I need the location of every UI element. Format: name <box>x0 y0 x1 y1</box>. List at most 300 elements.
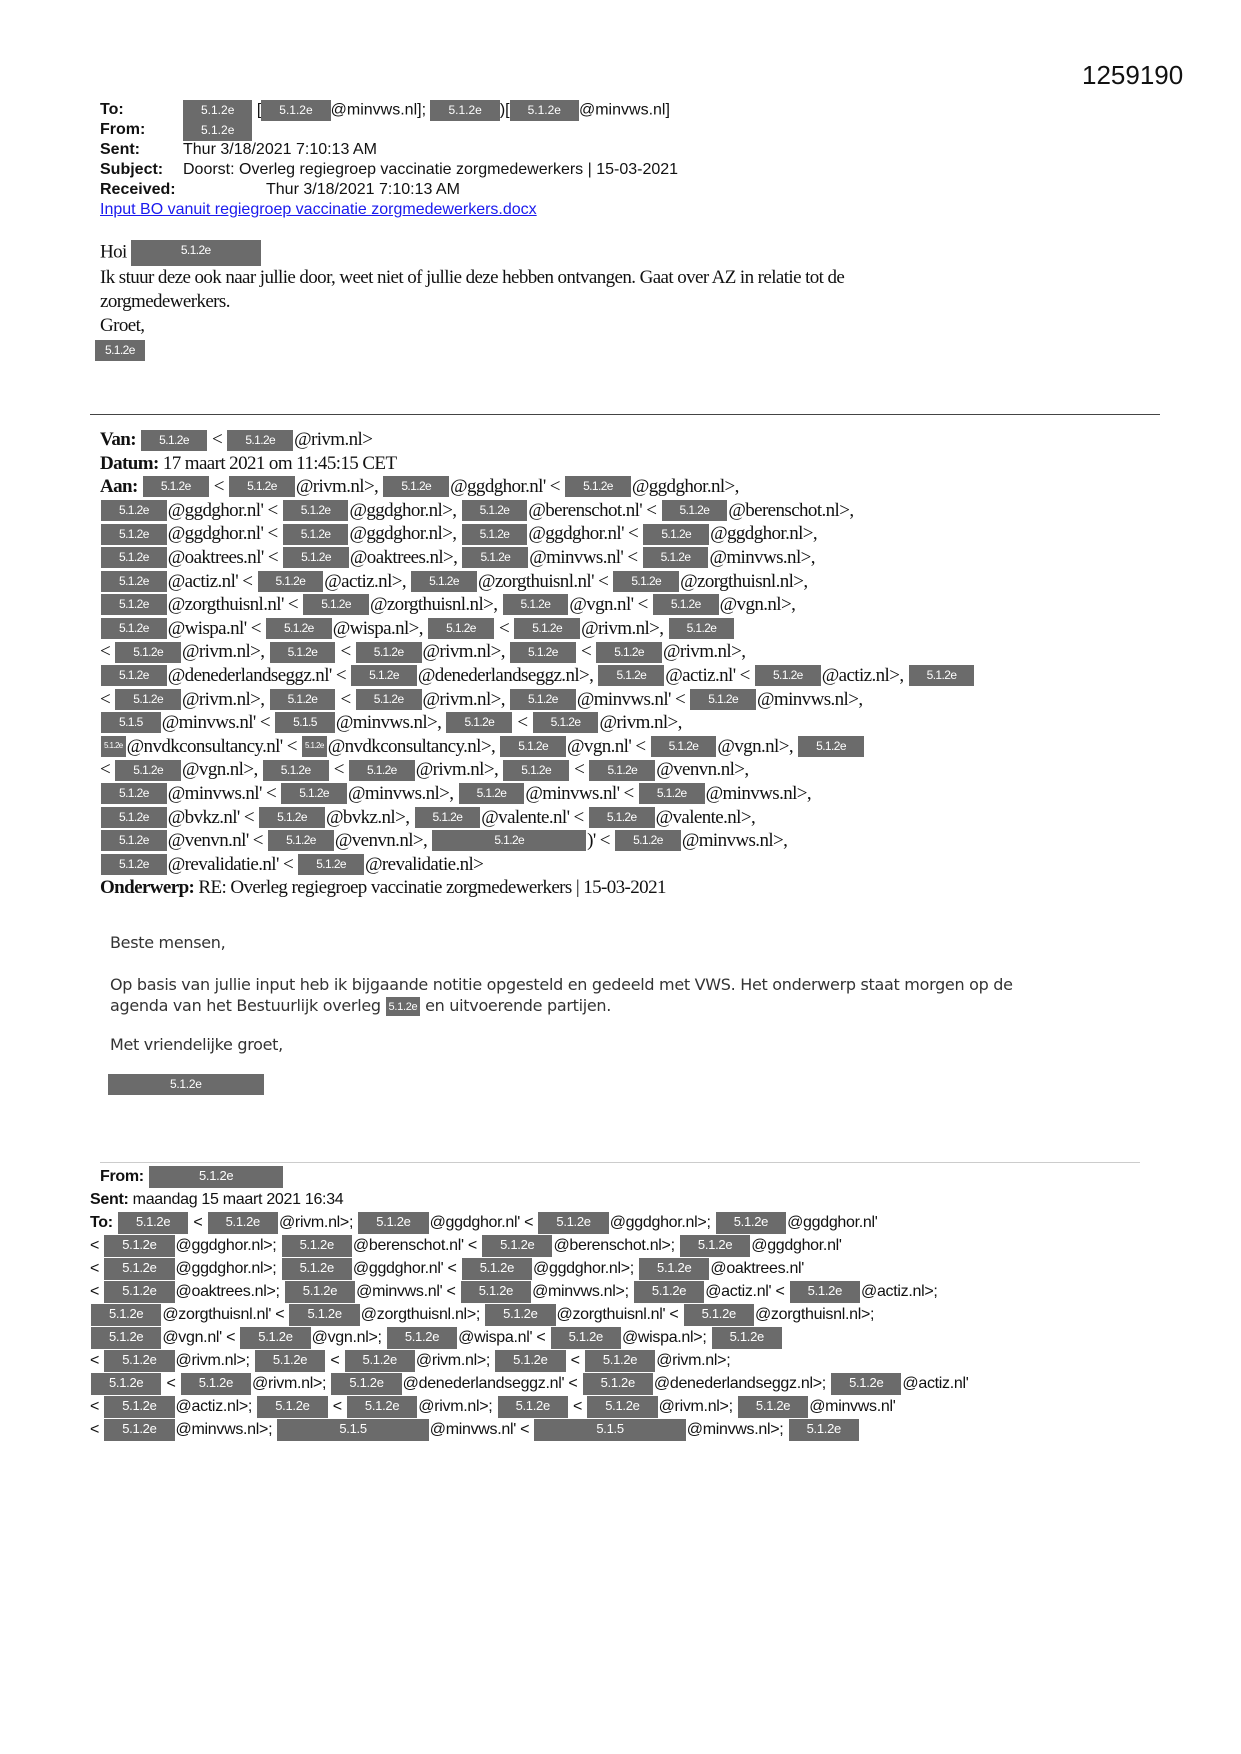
redaction: 5.1.2e <box>498 1396 568 1418</box>
address-text: < <box>100 641 115 663</box>
redaction: 5.1.2e <box>415 807 481 828</box>
received-label: Received: <box>100 181 176 198</box>
redaction: 5.1.2e <box>141 430 207 451</box>
redaction: 5.1.2e <box>183 120 252 141</box>
sent-value: maandag 15 maart 2021 16:34 <box>132 1191 344 1208</box>
redaction: 5.1.2e <box>755 665 821 686</box>
address-text: @berenschot.nl' < <box>528 499 661 521</box>
closing: Groet, <box>100 315 145 336</box>
divider <box>100 1162 1140 1163</box>
recipient-line <box>100 782 975 806</box>
redaction: 5.1.2e <box>101 665 167 686</box>
address-text: @vgn.nl' < <box>569 594 652 616</box>
redaction: 5.1.2e <box>690 689 756 710</box>
address-text: @venvn.nl' < <box>167 830 268 852</box>
recipient-line <box>90 1211 969 1234</box>
address-text: @rivm.nl>; <box>278 1214 358 1231</box>
address-text: @minvws.nl>, <box>347 782 458 804</box>
redaction: 5.1.2e <box>462 500 528 521</box>
redaction: 5.1.2e <box>514 618 580 639</box>
document-number: 1259190 <box>1082 60 1184 90</box>
onderwerp-value: RE: Overleg regiegroep vaccinatie zorgmedewerkers | 15-03-2021 <box>198 877 666 899</box>
recipient-line <box>100 758 975 782</box>
address-text: < <box>513 712 532 734</box>
from-label: From: <box>100 121 146 138</box>
recipient-line <box>100 806 975 830</box>
redaction: 5.1.2e <box>285 1281 355 1303</box>
redaction: 5.1.2e <box>589 807 655 828</box>
address-text: @actiz.nl' < <box>705 1283 789 1300</box>
redaction: 5.1.2e <box>270 689 336 710</box>
recipient-line <box>100 593 975 617</box>
redaction: 5.1.2e <box>386 997 421 1016</box>
sent-row <box>100 140 678 160</box>
address-text: @rivm.nl>, <box>415 759 503 781</box>
recipient-line <box>100 711 975 735</box>
redaction: 5.1.2e <box>104 1396 174 1418</box>
address-text: @vgn.nl>, <box>182 759 262 781</box>
redaction: 5.1.2e <box>91 1304 161 1326</box>
redaction: 5.1.2e <box>266 618 332 639</box>
redaction: 5.1.2e <box>101 854 167 875</box>
note-text: zorgmedewerkers. <box>100 291 230 312</box>
address-text: @denederlandseggz.nl' < <box>167 664 351 686</box>
redaction: 5.1.2e <box>101 830 167 851</box>
address-text: @ggdghor.nl' <box>751 1237 842 1254</box>
redaction: 5.1.2e <box>104 1235 174 1257</box>
to-label: To: <box>100 101 124 118</box>
address-text: [ <box>252 101 262 119</box>
address-text: < <box>329 759 348 781</box>
address-text: @rivm.nl>, <box>599 712 682 734</box>
redaction: 5.1.2e <box>131 240 261 266</box>
sent-label: Sent: <box>90 1191 129 1208</box>
to-recipients <box>90 1211 969 1441</box>
address-text: @zorgthuisnl.nl>, <box>680 570 808 592</box>
address-text: @zorgthuisnl.nl' < <box>477 570 613 592</box>
redaction: 5.1.2e <box>104 1281 174 1303</box>
address-text: @oaktrees.nl' <box>710 1260 805 1277</box>
address-text: @minvws.nl' < <box>525 782 638 804</box>
address-text: @rivm.nl>; <box>656 1352 731 1369</box>
redaction: 5.1.2e <box>461 1281 531 1303</box>
address-text: @wispa.nl>, <box>332 617 428 639</box>
redaction: 5.1.2e <box>181 1373 251 1395</box>
redaction: 5.1.2e <box>485 1304 555 1326</box>
address-text: @berenschot.nl>, <box>728 499 854 521</box>
redaction: 5.1.2e <box>268 830 334 851</box>
redaction: 5.1.2e <box>462 547 528 568</box>
redaction: 5.1.2e <box>598 665 664 686</box>
redaction: 5.1.2e <box>495 1350 565 1372</box>
address-text: < <box>328 1398 346 1415</box>
address-text: @rivm.nl>; <box>418 1398 497 1415</box>
redaction: 5.1.2e <box>115 642 181 663</box>
redaction: 5.1.2e <box>462 524 528 545</box>
address-text: @minvws.nl] <box>578 101 670 119</box>
attachment-link[interactable]: Input BO vanuit regiegroep vaccinatie zorgmedewerkers.docx <box>100 201 537 218</box>
address-text: @ggdghor.nl>, <box>710 523 818 545</box>
redaction: 5.1.2e <box>669 618 735 639</box>
redaction: 5.1.2e <box>643 524 709 545</box>
note-text: Ik stuur deze ook naar jullie door, weet niet of jullie deze hebben ontvangen. Gaat over AZ in relatie tot de <box>100 267 845 288</box>
redaction: 5.1.2e <box>101 500 167 521</box>
van-label: Van: <box>100 429 136 450</box>
redaction: 5.1.2e <box>303 594 369 615</box>
address-text: @ggdghor.nl>; <box>609 1214 715 1231</box>
address-text: @ggdghor.nl' < <box>352 1260 461 1277</box>
address-text: @ggdghor.nl' < <box>450 476 565 498</box>
address-text: @vgn.nl' < <box>567 735 650 757</box>
address-text: @rivm.nl>, <box>182 688 269 710</box>
address-text: )' < <box>587 830 615 852</box>
onderwerp-label: Onderwerp: <box>100 877 195 899</box>
recipient-line <box>100 664 975 688</box>
address-text: @minvws.nl' < <box>529 546 642 568</box>
address-text: @actiz.nl>; <box>175 1398 257 1415</box>
closing: Met vriendelijke groet, <box>110 1035 283 1054</box>
address-text: @vgn.nl>, <box>719 594 796 616</box>
address-text: @denederlandseggz.nl' < <box>402 1375 582 1392</box>
redaction: 5.1.2e <box>356 642 422 663</box>
address-text: @rivm.nl>, <box>663 641 746 663</box>
address-text: < <box>209 476 229 498</box>
redaction: 5.1.2e <box>356 689 422 710</box>
address-text: @berenschot.nl' < <box>352 1237 482 1254</box>
address-text: @minvws.nl>, <box>681 830 788 852</box>
subject-value: Doorst: Overleg regiegroep vaccinatie zorgmedewerkers | 15-03-2021 <box>183 161 679 178</box>
redaction: 5.1.5 <box>277 1419 428 1441</box>
redaction: 5.1.2e <box>596 642 662 663</box>
redaction: 5.1.2e <box>347 1396 417 1418</box>
redaction: 5.1.2e <box>101 594 167 615</box>
address-text: @actiz.nl' <box>902 1375 969 1392</box>
address-text: @rivm.nl> <box>294 429 373 450</box>
address-text: @minvws.nl' < <box>167 782 281 804</box>
address-text: @rivm.nl>; <box>252 1375 331 1392</box>
redaction: 5.1.2e <box>281 783 347 804</box>
recipient-line <box>90 1326 969 1349</box>
original-header <box>90 1165 969 1441</box>
redaction: 5.1.2e <box>651 736 717 757</box>
address-text: @revalidatie.nl' < <box>167 853 298 875</box>
address-text: @nvdkconsultancy.nl' < <box>126 735 302 757</box>
redaction: 5.1.2e <box>738 1396 808 1418</box>
redaction: 5.1.2e <box>615 830 681 851</box>
address-text: < <box>90 1237 104 1254</box>
redaction: 5.1.2e <box>500 736 566 757</box>
redaction: 5.1.2e <box>331 1373 401 1395</box>
address-text: @ggdghor.nl' <box>787 1214 878 1231</box>
from-label: From: <box>100 1168 144 1185</box>
address-text: < <box>90 1283 104 1300</box>
subject-label: Subject: <box>100 161 164 178</box>
address-text: < <box>90 1260 104 1277</box>
address-text: < <box>336 641 355 663</box>
address-text: @berenschot.nl>; <box>553 1237 679 1254</box>
address-text: @minvws.nl>; <box>686 1421 788 1438</box>
redaction: 5.1.2e <box>101 807 167 828</box>
redaction: 5.1.2e <box>229 476 295 497</box>
address-text: < <box>162 1375 180 1392</box>
address-text: @actiz.nl>; <box>861 1283 938 1300</box>
received-row <box>100 180 678 200</box>
address-text: @vgn.nl>; <box>311 1329 386 1346</box>
redaction: 5.1.2e <box>712 1327 782 1349</box>
to-row <box>100 100 678 120</box>
forward-note <box>100 240 844 362</box>
recipient-line <box>90 1257 969 1280</box>
address-text: @valente.nl' < <box>481 806 588 828</box>
address-text: @minvws.nl' < <box>576 688 690 710</box>
recipient-line <box>90 1395 969 1418</box>
address-text: @rivm.nl>; <box>415 1352 495 1369</box>
redaction: 5.1.2e <box>462 1258 532 1280</box>
email-header <box>100 100 678 220</box>
to-label: Aan: <box>100 476 142 498</box>
address-text: @actiz.nl>, <box>821 664 908 686</box>
address-text: @rivm.nl>, <box>422 688 510 710</box>
message-body <box>110 932 1013 1095</box>
address-text: @rivm.nl>, <box>581 617 668 639</box>
redaction: 5.1.2e <box>639 783 705 804</box>
redaction: 5.1.2e <box>684 1304 754 1326</box>
redaction: 5.1.2e <box>430 100 499 121</box>
address-text: @denederlandseggz.nl>; <box>653 1375 831 1392</box>
recipient-line <box>100 475 975 499</box>
redaction: 5.1.2e <box>551 1327 621 1349</box>
address-text: < <box>494 617 514 639</box>
address-text: @oaktrees.nl' < <box>167 546 283 568</box>
redaction: 5.1.2e <box>383 476 449 497</box>
paragraph: agenda van het Bestuurlijk overleg <box>110 996 381 1015</box>
address-text: @zorgthuisnl.nl>, <box>369 594 502 616</box>
address-text: @minvws.nl>; <box>532 1283 633 1300</box>
address-text: @oaktrees.nl>, <box>349 546 462 568</box>
redaction: 5.1.2e <box>302 736 327 757</box>
redaction: 5.1.2e <box>798 736 864 757</box>
recipient-line <box>100 499 975 523</box>
redaction: 5.1.2e <box>183 100 252 121</box>
address-text: @actiz.nl>, <box>324 570 411 592</box>
redaction: 5.1.2e <box>298 854 364 875</box>
redaction: 5.1.2e <box>503 594 569 615</box>
redaction: 5.1.2e <box>446 712 512 733</box>
to-value <box>183 100 670 121</box>
redaction: 5.1.2e <box>101 524 167 545</box>
redaction: 5.1.2e <box>101 783 167 804</box>
address-text: < <box>100 688 115 710</box>
address-text: @oaktrees.nl>; <box>175 1283 284 1300</box>
address-text: @ggdghor.nl>, <box>349 499 461 521</box>
address-text: @ggdghor.nl' < <box>167 499 282 521</box>
address-text: < <box>326 1352 344 1369</box>
address-text: @vgn.nl>, <box>717 735 798 757</box>
address-text: @rivm.nl>; <box>658 1398 737 1415</box>
redaction: 5.1.2e <box>538 1212 608 1234</box>
redaction: 5.1.2e <box>428 618 494 639</box>
address-text: @minvws.nl]; <box>330 101 431 119</box>
redaction: 5.1.2e <box>282 1235 352 1257</box>
address-text: < <box>336 688 355 710</box>
redaction: 5.1.2e <box>351 665 417 686</box>
redaction: 5.1.2e <box>662 500 728 521</box>
address-text: )[ <box>499 101 510 119</box>
divider <box>90 414 1160 415</box>
address-text: @minvws.nl' <box>809 1398 896 1415</box>
redaction: 5.1.2e <box>589 760 655 781</box>
address-text: @bvkz.nl' < <box>167 806 259 828</box>
address-text: @actiz.nl' < <box>167 570 257 592</box>
datum-value: 17 maart 2021 om 11:45:15 CET <box>162 452 397 474</box>
from-row <box>100 120 678 140</box>
redaction: 5.1.2e <box>510 642 576 663</box>
redaction: 5.1.2e <box>510 100 579 121</box>
recipient-line <box>100 546 975 570</box>
address-text: @ggdghor.nl' < <box>167 523 282 545</box>
redaction: 5.1.2e <box>613 571 679 592</box>
address-text: @ggdghor.nl' < <box>429 1214 538 1231</box>
address-text: @rivm.nl>, <box>182 641 269 663</box>
redaction: 5.1.2e <box>104 1419 174 1441</box>
address-text: @actiz.nl' < <box>665 664 754 686</box>
redaction: 5.1.2e <box>118 1212 188 1234</box>
redaction: 5.1.2e <box>643 547 709 568</box>
address-text: @valente.nl>, <box>655 806 756 828</box>
address-text: < <box>90 1352 104 1369</box>
greeting: Hoi <box>100 241 127 263</box>
recipient-line <box>100 640 975 664</box>
redaction: 5.1.2e <box>115 689 181 710</box>
redaction: 5.1.2e <box>101 571 167 592</box>
address-text: @revalidatie.nl> <box>364 853 484 875</box>
recipient-line <box>90 1372 969 1395</box>
redaction: 5.1.2e <box>115 760 181 781</box>
redaction: 5.1.2e <box>143 476 209 497</box>
redaction: 5.1.2e <box>503 760 569 781</box>
redaction: 5.1.2e <box>208 1212 278 1234</box>
recipient-line <box>100 570 975 594</box>
redaction: 5.1.2e <box>259 807 325 828</box>
aan-recipients <box>100 475 975 876</box>
address-text: < <box>570 759 589 781</box>
salutation: Beste mensen, <box>110 933 226 952</box>
redaction: 5.1.2e <box>91 1327 161 1349</box>
datum-label: Datum: <box>100 452 159 474</box>
redaction: 5.1.2e <box>101 736 126 757</box>
address-text: @ggdghor.nl>; <box>175 1260 281 1277</box>
redaction: 5.1.2e <box>258 571 324 592</box>
redaction: 5.1.2e <box>585 1350 655 1372</box>
redaction: 5.1.2e <box>101 618 167 639</box>
address-text: @wispa.nl' < <box>167 617 265 639</box>
address-text: @minvws.nl' < <box>356 1283 460 1300</box>
address-text: @zorgthuisnl.nl>; <box>754 1306 875 1323</box>
recipient-line <box>100 617 975 641</box>
redaction: 5.1.2e <box>263 760 329 781</box>
redaction: 5.1.2e <box>270 642 336 663</box>
address-text: @vgn.nl' < <box>162 1329 240 1346</box>
redaction: 5.1.2e <box>283 524 349 545</box>
redaction: 5.1.2e <box>283 547 349 568</box>
recipient-line <box>90 1303 969 1326</box>
address-text: @minvws.nl' < <box>161 712 275 734</box>
address-text: @ggdghor.nl>; <box>175 1237 281 1254</box>
address-text: @rivm.nl>, <box>295 476 383 498</box>
redaction: 5.1.2e <box>565 476 631 497</box>
paragraph: en uitvoerende partijen. <box>425 996 612 1015</box>
address-text: @venvn.nl>, <box>334 830 432 852</box>
address-text: @ggdghor.nl>, <box>631 476 739 498</box>
redaction: 5.1.2e <box>387 1327 457 1349</box>
redaction: 5.1.2e <box>149 1166 283 1188</box>
redaction: 5.1.2e <box>261 100 330 121</box>
address-text: @minvws.nl>, <box>335 712 446 734</box>
redaction: 5.1.5 <box>275 712 335 733</box>
recipient-line <box>100 688 975 712</box>
forwarded-header <box>100 428 975 900</box>
received-value: Thur 3/18/2021 7:10:13 AM <box>266 181 460 198</box>
redaction: 5.1.2e <box>790 1281 860 1303</box>
address-text: @wispa.nl' < <box>458 1329 550 1346</box>
address-text: @zorgthuisnl.nl>; <box>360 1306 485 1323</box>
address-text: @minvws.nl>, <box>757 688 863 710</box>
redaction: 5.1.2e <box>282 1258 352 1280</box>
redaction: 5.1.2e <box>482 1235 552 1257</box>
sent-value: Thur 3/18/2021 7:10:13 AM <box>183 141 377 158</box>
redaction: 5.1.5 <box>101 712 161 733</box>
address-text: @zorgthuisnl.nl' < <box>167 594 303 616</box>
address-text: @wispa.nl>; <box>621 1329 711 1346</box>
address-text: @venvn.nl>, <box>656 759 749 781</box>
redaction: 5.1.2e <box>634 1281 704 1303</box>
redaction: 5.1.2e <box>255 1350 325 1372</box>
to-label: To: <box>90 1214 117 1231</box>
redaction: 5.1.2e <box>227 430 293 451</box>
redaction: 5.1.2e <box>716 1212 786 1234</box>
redaction: 5.1.2e <box>789 1419 859 1441</box>
address-text: @ggdghor.nl>, <box>349 523 461 545</box>
address-text: @denederlandseggz.nl>, <box>417 664 598 686</box>
recipient-line <box>100 522 975 546</box>
address-text: < <box>100 759 115 781</box>
redaction: 5.1.2e <box>411 571 477 592</box>
redaction: 5.1.2e <box>104 1350 174 1372</box>
redaction: 5.1.2e <box>510 689 576 710</box>
address-text: < <box>566 1352 584 1369</box>
redaction: 5.1.2e <box>680 1235 750 1257</box>
address-text: < <box>576 641 596 663</box>
address-text: @minvws.nl' < <box>429 1421 534 1438</box>
address-text: @minvws.nl>, <box>705 782 812 804</box>
sent-label: Sent: <box>100 141 140 158</box>
recipient-line <box>90 1280 969 1303</box>
address-text: @rivm.nl>; <box>175 1352 254 1369</box>
redaction: 5.1.2e <box>533 712 599 733</box>
address-text: @rivm.nl>, <box>422 641 510 663</box>
recipient-line <box>90 1349 969 1372</box>
address-text: < <box>90 1421 104 1438</box>
redaction: 5.1.2e <box>345 1350 415 1372</box>
redaction: 5.1.2e <box>108 1074 264 1095</box>
recipient-line <box>90 1234 969 1257</box>
redaction: 5.1.2e <box>91 1373 161 1395</box>
redaction: 5.1.2e <box>283 500 349 521</box>
redaction: 5.1.2e <box>583 1373 653 1395</box>
redaction: 5.1.2e <box>349 760 415 781</box>
redaction: 5.1.2e <box>289 1304 359 1326</box>
redaction: 5.1.2e <box>459 783 525 804</box>
